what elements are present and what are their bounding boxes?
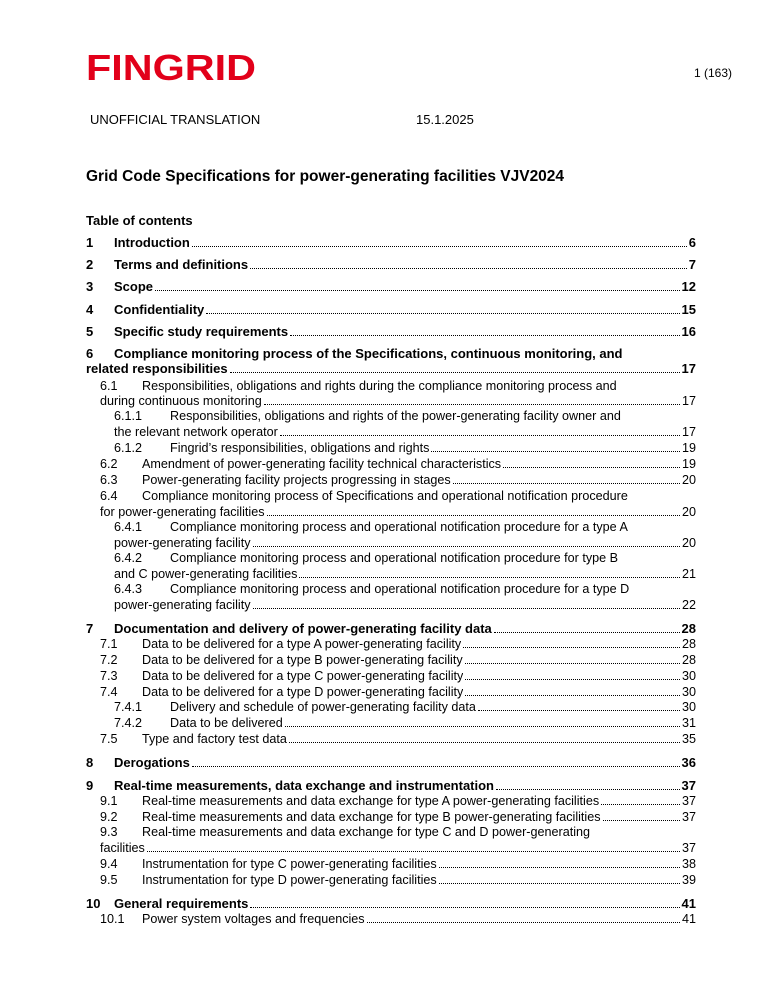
toc-leader-dots [250, 907, 679, 908]
toc-entry[interactable] [114, 441, 696, 455]
toc-entry-title: Data to be delivered for a type A power-generating facility [142, 637, 462, 651]
toc-entry[interactable] [86, 302, 696, 317]
toc-entry-title: related responsibilities [86, 361, 228, 376]
toc-entry-page: 31 [681, 716, 696, 730]
toc-entry-number: 7.1 [100, 637, 118, 651]
toc-entry[interactable] [86, 361, 696, 376]
toc-entry-number: 9.5 [100, 873, 118, 887]
toc-entry-page: 20 [681, 473, 696, 487]
toc-leader-dots [453, 483, 680, 484]
toc-leader-dots [253, 608, 680, 609]
toc-entry-title: Data to be delivered for a type B power-generating facility [142, 653, 463, 667]
toc-leader-dots [206, 313, 679, 314]
toc-leader-dots [503, 467, 680, 468]
toc-entry-page: 39 [681, 873, 696, 887]
toc-leader-dots [367, 922, 680, 923]
toc-entry-page: 28 [681, 653, 696, 667]
toc-entry-page: 17 [681, 361, 696, 376]
toc-entry-title: and C power-generating facilities [114, 567, 298, 581]
toc-entry-page: 12 [681, 279, 696, 294]
toc-entry[interactable] [86, 235, 696, 250]
toc-entry-number: 5 [86, 324, 94, 339]
toc-entry-page: 19 [681, 457, 696, 471]
toc-entry-title: Compliance monitoring process and operational notification procedure for a type A [170, 520, 628, 534]
toc-leader-dots [280, 435, 680, 436]
toc-entry[interactable] [100, 637, 696, 651]
toc-entry[interactable] [86, 621, 696, 636]
toc-leader-dots [431, 451, 680, 452]
toc-leader-dots [601, 804, 680, 805]
toc-entry-title: power-generating facility [114, 536, 251, 550]
toc-entry[interactable] [86, 896, 696, 911]
toc-entry-number: 4 [86, 302, 94, 317]
toc-leader-dots [250, 268, 687, 269]
toc-entry[interactable] [100, 473, 696, 487]
toc-entry-title: Data to be delivered for a type C power-generating facility [142, 669, 464, 683]
toc-entry-number: 7.4.1 [114, 700, 143, 714]
toc-entry[interactable] [114, 567, 696, 581]
toc-entry[interactable] [114, 409, 696, 423]
toc-entry[interactable] [100, 669, 696, 683]
toc-entry-title: Scope [114, 279, 154, 294]
document-date: 15.1.2025 [416, 112, 474, 127]
toc-entry-title: Responsibilities, obligations and rights during the compliance monitoring process and [142, 379, 617, 393]
toc-leader-dots [299, 577, 680, 578]
toc-leader-dots [289, 742, 680, 743]
toc-entry-number: 7.4.2 [114, 716, 143, 730]
toc-entry-page: 21 [681, 567, 696, 581]
toc-leader-dots [290, 335, 679, 336]
toc-entry-number: 9.4 [100, 857, 118, 871]
toc-entry-title: Compliance monitoring process of the Specifications, continuous monitoring, and [114, 346, 623, 361]
toc-entry-page: 37 [681, 841, 696, 855]
toc-entry-number: 7.4 [100, 685, 118, 699]
toc-entry-title: General requirements [114, 896, 249, 911]
toc-entry[interactable] [86, 324, 696, 339]
toc-entry-title: Amendment of power-generating facility technical characteristics [142, 457, 502, 471]
toc-entry[interactable] [100, 857, 696, 871]
toc-entry-page: 37 [681, 810, 696, 824]
toc-leader-dots [496, 789, 680, 790]
toc-entry-number: 8 [86, 755, 94, 770]
toc-entry-number: 9.3 [100, 825, 118, 839]
toc-entry-page: 38 [681, 857, 696, 871]
toc-entry-title: Specific study requirements [114, 324, 289, 339]
toc-leader-dots [155, 290, 680, 291]
toc-entry[interactable] [100, 653, 696, 667]
toc-entry[interactable] [100, 825, 696, 839]
toc-entry-title: the relevant network operator [114, 425, 278, 439]
toc-entry-title: during continuous monitoring [100, 394, 262, 408]
toc-entry-page: 28 [681, 621, 696, 636]
toc-entry[interactable] [114, 425, 696, 439]
toc-entry-page: 17 [681, 425, 696, 439]
toc-entry-page: 22 [681, 598, 696, 612]
toc-entry-title: Terms and definitions [114, 257, 249, 272]
toc-entry-number: 9 [86, 778, 94, 793]
toc-leader-dots [230, 372, 680, 373]
toc-entry[interactable] [100, 794, 696, 808]
toc-entry[interactable] [100, 505, 696, 519]
toc-entry-title: Compliance monitoring process and operational notification procedure for type B [170, 551, 619, 565]
toc-entry-page: 30 [681, 685, 696, 699]
toc-entry-title: Confidentiality [114, 302, 205, 317]
toc-entry-page: 7 [688, 257, 696, 272]
toc-leader-dots [463, 647, 680, 648]
toc-entry-page: 15 [681, 302, 696, 317]
toc-entry-number: 6.1.2 [114, 441, 143, 455]
toc-entry-page: 16 [681, 324, 696, 339]
toc-entry-title: Instrumentation for type D power-generating facilities [142, 873, 437, 887]
toc-entry-number: 6.1.1 [114, 409, 143, 423]
toc-entry-page: 41 [681, 896, 696, 911]
toc-leader-dots [192, 246, 687, 247]
unofficial-translation-label: UNOFFICIAL TRANSLATION [90, 112, 261, 127]
toc-entry[interactable] [100, 394, 696, 408]
toc-entry-number: 7 [86, 621, 94, 636]
toc-entry-title: Real-time measurements and data exchange for type A power-generating facilities [142, 794, 600, 808]
toc-leader-dots [465, 679, 680, 680]
toc-leader-dots [267, 515, 680, 516]
toc-entry-title: Type and factory test data [142, 732, 287, 746]
toc-entry-title: Real-time measurements and data exchange for type C and D power-generating [142, 825, 591, 839]
toc-entry[interactable] [114, 536, 696, 550]
toc-entry-page: 30 [681, 700, 696, 714]
toc-entry[interactable] [100, 379, 696, 393]
toc-entry-number: 7.2 [100, 653, 118, 667]
toc-entry-title: Responsibilities, obligations and rights of the power-generating facility owner and [170, 409, 621, 423]
toc-entry-page: 17 [681, 394, 696, 408]
toc-entry[interactable] [86, 778, 696, 793]
toc-entry-number: 9.1 [100, 794, 118, 808]
toc-entry-page: 41 [681, 912, 696, 926]
toc-entry-title: Fingrid’s responsibilities, obligations and rights [170, 441, 430, 455]
toc-entry-title: Delivery and schedule of power-generating facility data [170, 700, 476, 714]
toc-entry[interactable] [86, 279, 696, 294]
toc-entry-page: 36 [681, 755, 696, 770]
toc-entry-title: Documentation and delivery of power-generating facility data [114, 621, 492, 636]
toc-heading: Table of contents [86, 213, 193, 228]
toc-entry-number: 2 [86, 257, 94, 272]
toc-entry-number: 9.2 [100, 810, 118, 824]
toc-entry-title: Instrumentation for type C power-generating facilities [142, 857, 437, 871]
toc-entry-page: 30 [681, 669, 696, 683]
toc-entry[interactable] [100, 810, 696, 824]
toc-entry[interactable] [114, 716, 696, 730]
toc-leader-dots [192, 766, 680, 767]
toc-entry-number: 6.4.1 [114, 520, 143, 534]
document-title: Grid Code Specifications for power-generating facilities VJV2024 [86, 168, 565, 185]
toc-entry-number: 6.4.3 [114, 582, 143, 596]
toc-entry[interactable] [114, 551, 696, 565]
toc-entry-number: 1 [86, 235, 94, 250]
toc-entry-page: 19 [681, 441, 696, 455]
toc-entry-title: Introduction [114, 235, 190, 250]
toc-entry-number: 6 [86, 346, 94, 361]
toc-entry-page: 37 [681, 794, 696, 808]
toc-entry-number: 6.2 [100, 457, 118, 471]
toc-entry[interactable] [100, 912, 696, 926]
toc-entry[interactable] [86, 346, 696, 361]
toc-entry[interactable] [114, 598, 696, 612]
toc-entry-number: 6.4.2 [114, 551, 143, 565]
toc-entry-page: 35 [681, 732, 696, 746]
toc-leader-dots [465, 663, 680, 664]
logo-text: FINGRID [86, 50, 256, 84]
toc-entry-number: 6.1 [100, 379, 118, 393]
toc-leader-dots [439, 883, 680, 884]
toc-entry-page: 28 [681, 637, 696, 651]
toc-leader-dots [147, 851, 680, 852]
toc-entry-page: 37 [681, 778, 696, 793]
toc-leader-dots [253, 546, 680, 547]
toc-entry-page: 20 [681, 536, 696, 550]
toc-entry-number: 6.4 [100, 489, 118, 503]
toc-entry-title: Data to be delivered for a type D power-generating facility [142, 685, 464, 699]
toc-leader-dots [439, 867, 680, 868]
toc-entry-page: 20 [681, 505, 696, 519]
toc-entry[interactable] [100, 685, 696, 699]
toc-entry-number: 7.3 [100, 669, 118, 683]
toc-entry-number: 6.3 [100, 473, 118, 487]
toc-entry-title: Power system voltages and frequencies [142, 912, 365, 926]
toc-entry-title: facilities [100, 841, 145, 855]
toc-leader-dots [478, 710, 680, 711]
toc-leader-dots [285, 726, 680, 727]
toc-entry[interactable] [114, 582, 696, 596]
toc-entry[interactable] [114, 520, 696, 534]
toc-entry[interactable] [86, 257, 696, 272]
toc-entry-page: 6 [688, 235, 696, 250]
toc-entry-number: 10.1 [100, 912, 125, 926]
toc-entry-title: Derogations [114, 755, 190, 770]
toc-entry[interactable] [114, 700, 696, 714]
toc-leader-dots [494, 632, 680, 633]
toc-entry-title: Data to be delivered [170, 716, 283, 730]
toc-entry-title: Real-time measurements, data exchange and instrumentation [114, 778, 494, 793]
toc-entry-number: 7.5 [100, 732, 118, 746]
toc-leader-dots [465, 695, 680, 696]
toc-entry-title: power-generating facility [114, 598, 251, 612]
toc-entry-title: Real-time measurements and data exchange for type B power-generating facilities [142, 810, 601, 824]
toc-leader-dots [603, 820, 680, 821]
toc-leader-dots [264, 404, 680, 405]
toc-entry-title: Compliance monitoring process and operational notification procedure for a type D [170, 582, 630, 596]
toc-entry-number: 10 [86, 896, 101, 911]
toc-entry[interactable] [100, 457, 696, 471]
toc-entry[interactable] [100, 873, 696, 887]
toc-entry-title: Compliance monitoring process of Specifications and operational notification procedure [142, 489, 628, 503]
toc-entry[interactable] [100, 732, 696, 746]
toc-entry[interactable] [86, 755, 696, 770]
toc-entry-number: 3 [86, 279, 94, 294]
toc-entry-title: for power-generating facilities [100, 505, 265, 519]
toc-entry-title: Power-generating facility projects progressing in stages [142, 473, 451, 487]
toc-entry[interactable] [100, 841, 696, 855]
page-number: 1 (163) [693, 66, 732, 80]
toc-entry[interactable] [100, 489, 696, 503]
